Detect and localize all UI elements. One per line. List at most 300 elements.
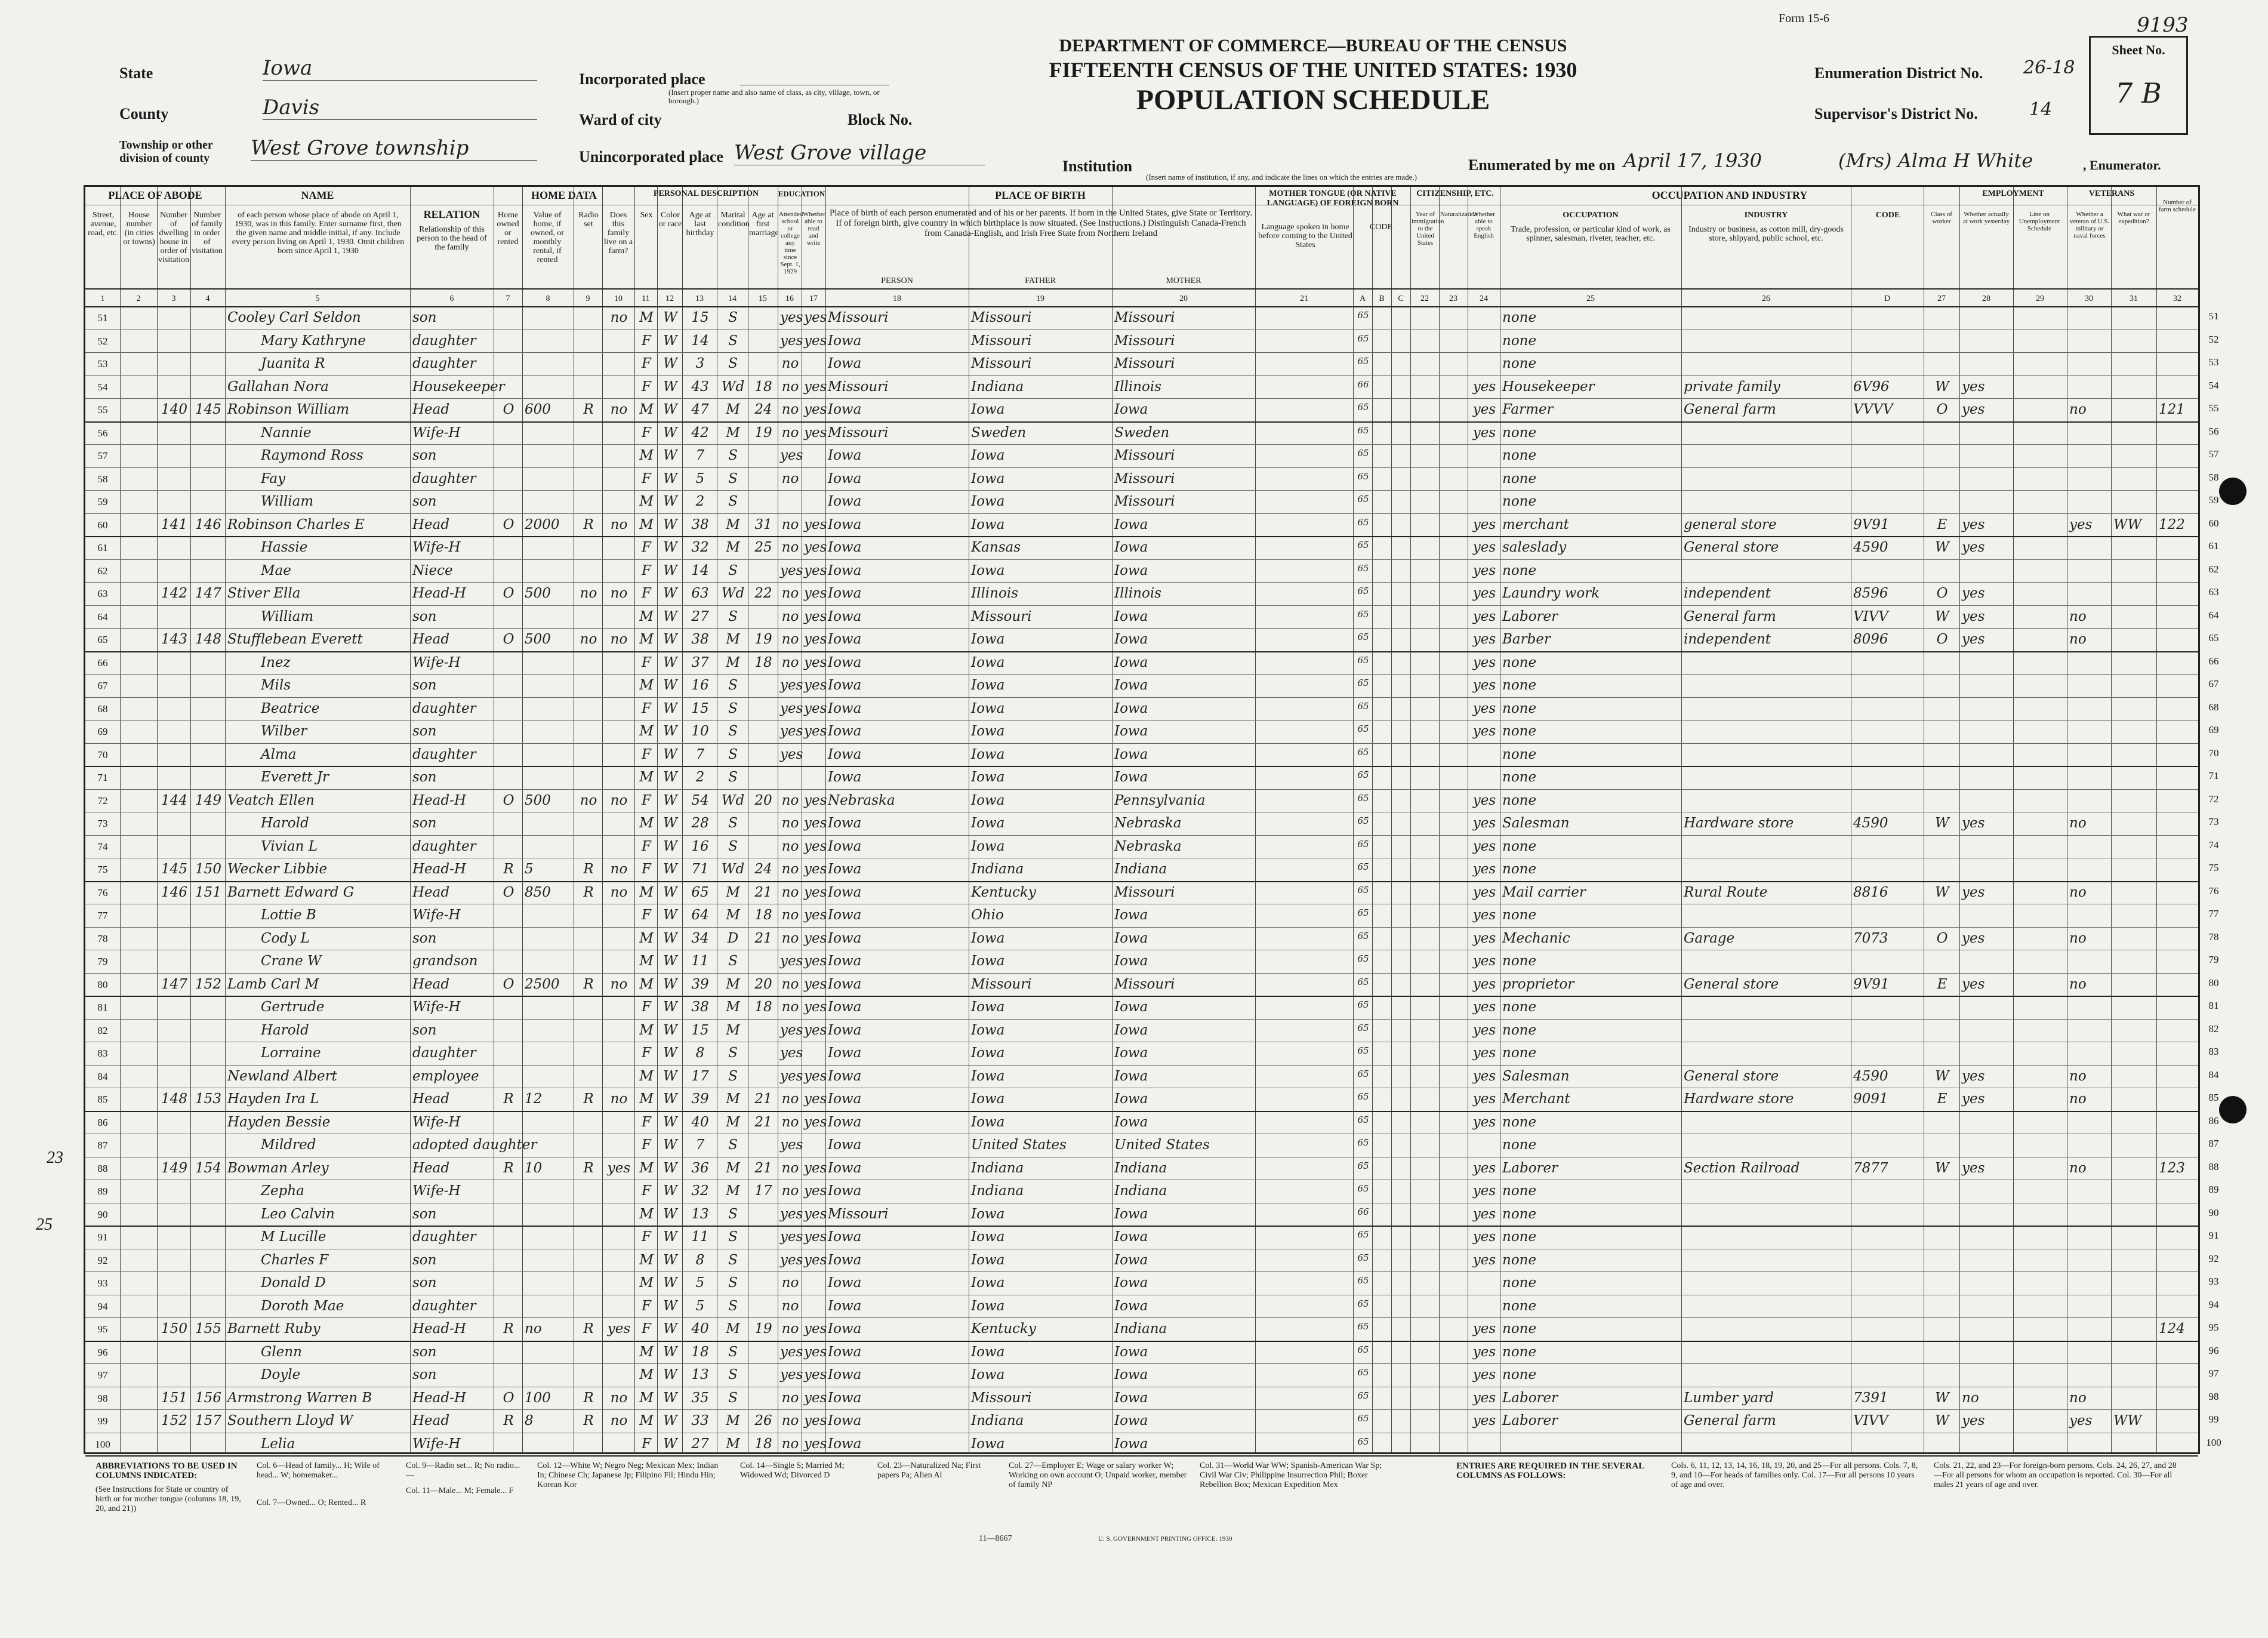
cell-vet: no xyxy=(2069,976,2087,992)
cell-mar: Wd xyxy=(721,861,745,877)
cell-occ: Mechanic xyxy=(1502,930,1570,946)
cell-rel: Housekeeper xyxy=(412,378,505,395)
group-place-of-abode: PLACE OF ABODE xyxy=(108,189,202,201)
column-divider xyxy=(682,187,683,1452)
cell-age: 38 xyxy=(691,516,709,532)
cell-race: W xyxy=(663,1022,677,1038)
cell-fpob: Indiana xyxy=(971,861,1024,877)
cell-code: 65 xyxy=(1357,1413,1369,1424)
column-number: 30 xyxy=(2085,294,2093,303)
row-number-right: 76 xyxy=(2208,885,2219,897)
cell-sex: M xyxy=(639,976,654,992)
row-rule xyxy=(85,628,2198,629)
footer xyxy=(84,1457,2196,1600)
cell-wk: yes xyxy=(1962,884,1985,900)
cell-mpob: Iowa xyxy=(1114,632,1148,647)
cell-sex: F xyxy=(642,1436,651,1452)
cell-farm: no xyxy=(610,976,628,992)
row-rule xyxy=(85,1271,2198,1272)
cell-age: 38 xyxy=(691,632,709,647)
head-family: Number of family in order of visitation xyxy=(191,211,223,255)
group-personal: PERSONAL DESCRIPTION xyxy=(653,189,759,198)
cell-eng: yes xyxy=(1472,1114,1496,1130)
cell-age: 13 xyxy=(691,1367,709,1383)
cell-pob: Iowa xyxy=(828,356,862,371)
abbrev-col27: Col. 27—Employer E; Wage or salary worker W; Working on own account O; Unpaid worker, member of family NP xyxy=(1009,1461,1187,1489)
cell-afm: 21 xyxy=(754,884,772,900)
cell-age: 65 xyxy=(691,884,709,900)
column-number: 21 xyxy=(1300,294,1308,303)
cell-afm: 19 xyxy=(754,424,772,441)
row-number: 52 xyxy=(97,335,108,347)
cell-rel: son xyxy=(412,1275,437,1291)
cell-fpob: Missouri xyxy=(971,356,1032,371)
cell-wk: yes xyxy=(1962,632,1985,647)
row-number-right: 77 xyxy=(2208,908,2219,919)
cell-fpob: Iowa xyxy=(971,1252,1005,1268)
cell-pob: Iowa xyxy=(828,678,862,693)
cell-occ: none xyxy=(1502,700,1537,716)
cell-eng: yes xyxy=(1472,723,1496,739)
cell-race: W xyxy=(663,562,677,578)
incorporated-label: Incorporated place xyxy=(579,70,705,88)
head-dwelling: Number of dwelling house in order of visitation xyxy=(158,211,190,264)
head-mother: MOTHER xyxy=(1166,276,1201,285)
cell-wk: yes xyxy=(1962,516,1985,532)
cell-pob: Iowa xyxy=(828,723,862,739)
row-number: 80 xyxy=(97,978,108,990)
cell-pob: Iowa xyxy=(828,540,862,555)
incorporated-note: (Insert proper name and also name of class, as city, village, town, or borough.) xyxy=(668,88,880,105)
row-number-right: 54 xyxy=(2208,379,2219,391)
cell-name: Leo Calvin xyxy=(261,1206,335,1222)
cell-afm: 18 xyxy=(754,654,772,670)
cell-rd: yes xyxy=(804,1206,827,1222)
enumerator-name: (Mrs) Alma H White xyxy=(1838,149,2033,172)
row-number-right: 67 xyxy=(2208,678,2219,689)
cell-mar: S xyxy=(728,769,738,785)
cell-rd: yes xyxy=(804,1344,827,1360)
entries-b: Cols. 21, 22, and 23—For foreign-born persons. Cols. 24, 26, 27, and 28—For all persons for whom an occupation is reported. Col. 30—For all males 21 years of age and over. xyxy=(1934,1461,2177,1489)
cell-rel: son xyxy=(412,448,437,463)
cell-radio: R xyxy=(583,976,594,992)
cell-pob: Missouri xyxy=(828,310,889,325)
cell-fpob: Iowa xyxy=(971,654,1005,670)
row-number-right: 78 xyxy=(2208,931,2219,943)
cell-afm: 18 xyxy=(754,907,772,923)
head-marital: Marital condition xyxy=(718,211,750,229)
cell-name: Fay xyxy=(261,470,286,487)
column-number: 2 xyxy=(136,294,141,303)
cell-occ: none xyxy=(1502,494,1537,509)
cell-code: 65 xyxy=(1357,310,1369,321)
head-owned: Home owned or rented xyxy=(497,211,519,247)
row-number-right: 86 xyxy=(2208,1114,2219,1126)
cell-ind: Hardware store xyxy=(1684,815,1794,831)
enumerator-label: , Enumerator. xyxy=(2083,158,2161,173)
row-number-right: 73 xyxy=(2208,816,2219,827)
cell-mpob: Missouri xyxy=(1114,494,1175,509)
cell-pob: Iowa xyxy=(828,884,862,900)
row-number-right: 55 xyxy=(2208,402,2219,414)
form-number: Form 15-6 xyxy=(1779,12,1829,25)
cell-code: 65 xyxy=(1357,1160,1369,1171)
cell-race: W xyxy=(663,930,677,946)
cell-occ: none xyxy=(1502,792,1537,808)
cell-race: W xyxy=(663,678,677,693)
cell-rd: yes xyxy=(804,1321,827,1337)
cell-code: 65 xyxy=(1357,402,1369,412)
cell-name: Harold xyxy=(261,815,309,831)
cell-afm: 20 xyxy=(754,792,772,808)
head-name: of each person whose place of abode on April 1, 1930, was in this family. Enter surname first, then the given name and middle initial, if any. Include every person living on April 1, 1930. Omit children born since April 1, 1930 xyxy=(232,211,405,255)
cell-code: 65 xyxy=(1357,907,1369,918)
cell-fpob: Iowa xyxy=(971,1229,1005,1245)
cell-wk: yes xyxy=(1962,1413,1985,1428)
row-number-right: 52 xyxy=(2208,333,2219,345)
cell-eng: yes xyxy=(1472,586,1496,601)
cell-mpob: Iowa xyxy=(1114,1068,1148,1084)
cell-eng: yes xyxy=(1472,654,1496,670)
cell-code: 65 xyxy=(1357,1252,1369,1263)
cell-sch: yes xyxy=(780,310,803,325)
column-divider xyxy=(1112,187,1113,1452)
row-rule xyxy=(85,1019,2198,1020)
row-number: 61 xyxy=(97,542,108,553)
cell-fpob: Indiana xyxy=(971,1183,1024,1199)
cell-eng: yes xyxy=(1472,1229,1496,1245)
cell-sex: M xyxy=(639,1068,654,1084)
column-number: 28 xyxy=(1982,294,1990,303)
column-divider xyxy=(634,187,635,1452)
cell-fam: 145 xyxy=(195,402,221,417)
cell-sch: yes xyxy=(780,678,803,693)
cell-occ: none xyxy=(1502,470,1537,487)
cell-mar: M xyxy=(726,976,740,992)
cell-pob: Iowa xyxy=(828,1022,862,1038)
cell-fam: 154 xyxy=(195,1160,221,1176)
cell-eng: yes xyxy=(1472,540,1496,555)
cell-age: 28 xyxy=(691,815,709,831)
cell-val: 100 xyxy=(525,1390,551,1406)
row-number: 86 xyxy=(97,1116,108,1128)
cell-war: WW xyxy=(2113,516,2142,532)
cell-sex: F xyxy=(642,1183,651,1199)
cell-sch: no xyxy=(781,999,799,1015)
cell-war: WW xyxy=(2113,1413,2142,1428)
cell-age: 63 xyxy=(691,586,709,601)
cell-afm: 31 xyxy=(754,516,772,532)
column-divider xyxy=(1391,187,1392,1452)
abbrev-col23: Col. 23—Naturalized Na; First papers Pa; Alien Al xyxy=(877,1461,981,1480)
cell-ocode: 8816 xyxy=(1853,884,1888,900)
cell-mar: S xyxy=(728,1344,738,1360)
row-number: 93 xyxy=(97,1277,108,1289)
cell-mar: M xyxy=(726,540,740,555)
column-number: 7 xyxy=(506,294,510,303)
county-label: County xyxy=(119,105,169,122)
cell-own: O xyxy=(503,1390,514,1406)
cell-age: 32 xyxy=(691,540,709,555)
cell-mpob: Iowa xyxy=(1114,1390,1148,1406)
cell-sch: yes xyxy=(780,1137,803,1153)
cell-farm: no xyxy=(610,861,628,877)
cell-code: 65 xyxy=(1357,562,1369,574)
cell-fpob: Iowa xyxy=(971,1045,1005,1061)
cell-vet: yes xyxy=(2069,516,2093,532)
cell-afm: 21 xyxy=(754,930,772,946)
cell-sch: yes xyxy=(780,1252,803,1268)
cell-rd: yes xyxy=(804,540,827,555)
cell-cls: E xyxy=(1937,1091,1947,1107)
cell-afm: 26 xyxy=(754,1413,772,1428)
row-number: 55 xyxy=(97,404,108,415)
cell-fpob: Iowa xyxy=(971,402,1005,417)
block-label: Block No. xyxy=(848,111,913,128)
cell-val: 500 xyxy=(525,632,551,647)
cell-ocode: 9V91 xyxy=(1853,976,1890,992)
cell-rd: yes xyxy=(804,1068,827,1084)
cell-cls: W xyxy=(1935,378,1949,395)
cell-sex: F xyxy=(642,540,651,555)
cell-rel: son xyxy=(412,930,437,946)
cell-rel: Head-H xyxy=(412,1390,466,1406)
cell-fam: 148 xyxy=(195,632,221,647)
cell-ind: Garage xyxy=(1684,930,1735,946)
row-number-right: 63 xyxy=(2208,586,2219,598)
cell-rd: yes xyxy=(804,678,827,693)
cell-sex: F xyxy=(642,700,651,716)
group-citizenship: CITIZENSHIP, ETC. xyxy=(1416,189,1494,198)
cell-occ: proprietor xyxy=(1502,976,1574,992)
abbrev-col9: Col. 9—Radio set... R; No radio... — xyxy=(406,1461,520,1480)
row-rule xyxy=(85,398,2198,399)
margin-mark-25: 25 xyxy=(36,1215,53,1234)
cell-sex: M xyxy=(639,815,654,831)
abbrev-title: ABBREVIATIONS TO BE USED IN COLUMNS INDICATED: xyxy=(95,1461,238,1480)
cell-dw: 148 xyxy=(161,1091,187,1107)
cell-occ: none xyxy=(1502,678,1537,693)
row-number: 99 xyxy=(97,1415,108,1427)
row-number-right: 62 xyxy=(2208,563,2219,575)
cell-code: 65 xyxy=(1357,723,1369,734)
row-number: 90 xyxy=(97,1208,108,1220)
cell-race: W xyxy=(663,700,677,716)
cell-eng: yes xyxy=(1472,861,1496,877)
cell-fam: 157 xyxy=(195,1413,221,1428)
column-number: C xyxy=(1398,294,1404,303)
cell-race: W xyxy=(663,1229,677,1245)
cell-race: W xyxy=(663,1390,677,1406)
row-number: 63 xyxy=(97,588,108,599)
cell-name: Southern Lloyd W xyxy=(227,1413,353,1428)
cell-pob: Missouri xyxy=(828,378,889,395)
institution-note: (Insert name of institution, if any, and indicate the lines on which the entries are made.) xyxy=(1146,173,1417,181)
column-divider xyxy=(157,187,158,1452)
cell-age: 40 xyxy=(691,1114,709,1130)
cell-pob: Iowa xyxy=(828,494,862,509)
cell-occ: none xyxy=(1502,1229,1537,1245)
cell-farm: no xyxy=(610,516,628,532)
row-number-right: 100 xyxy=(2206,1436,2221,1448)
column-number: 26 xyxy=(1762,294,1770,303)
column-number: 16 xyxy=(785,294,794,303)
cell-sch: no xyxy=(781,1413,799,1428)
cell-fpob: Iowa xyxy=(971,1091,1005,1107)
cell-mar: S xyxy=(728,746,738,762)
row-number-right: 95 xyxy=(2208,1322,2219,1333)
cell-mpob: Iowa xyxy=(1114,1252,1148,1268)
cell-eng: yes xyxy=(1472,1068,1496,1084)
cell-vet: no xyxy=(2069,884,2087,900)
cell-sex: M xyxy=(639,1160,654,1176)
cell-eng: yes xyxy=(1472,930,1496,946)
cell-age: 11 xyxy=(691,1229,709,1245)
cell-val: 500 xyxy=(525,792,551,808)
cell-sex: M xyxy=(639,1252,654,1268)
cell-ocode: 4590 xyxy=(1853,815,1888,831)
cell-age: 5 xyxy=(695,1275,705,1291)
sheet-label: Sheet No. xyxy=(2112,42,2165,57)
cell-pob: Iowa xyxy=(828,1114,862,1130)
cell-mpob: Missouri xyxy=(1114,448,1175,463)
cell-occ: none xyxy=(1502,1275,1537,1291)
cell-sex: F xyxy=(642,1321,651,1337)
cell-mar: M xyxy=(726,999,740,1015)
cell-code: 65 xyxy=(1357,424,1369,436)
cell-name: Robinson Charles E xyxy=(227,516,365,532)
cell-code: 65 xyxy=(1357,976,1369,987)
cell-race: W xyxy=(663,470,677,487)
column-divider xyxy=(1439,187,1440,1452)
head-class: Class of worker xyxy=(1931,211,1952,225)
cell-sch: no xyxy=(781,884,799,900)
cell-dw: 146 xyxy=(161,884,187,900)
cell-wk: yes xyxy=(1962,402,1985,417)
cell-mar: S xyxy=(728,815,738,831)
cell-cls: W xyxy=(1935,608,1949,624)
cell-afm: 20 xyxy=(754,976,772,992)
head-school: Attended school or college any time since Sept. 1, 1929 xyxy=(779,211,803,275)
cell-fam: 152 xyxy=(195,976,221,992)
column-number: 4 xyxy=(205,294,210,303)
cell-race: W xyxy=(663,1183,677,1199)
cell-age: 33 xyxy=(691,1413,709,1428)
column-divider xyxy=(1255,187,1256,1452)
cell-occ: none xyxy=(1502,1321,1537,1337)
cell-rel: Head xyxy=(412,1091,450,1107)
row-number: 81 xyxy=(97,1002,108,1013)
cell-race: W xyxy=(663,608,677,624)
group-education: EDUCATION xyxy=(778,189,825,198)
row-number-right: 81 xyxy=(2208,1000,2219,1011)
cell-name: Alma xyxy=(261,746,297,762)
column-number: 19 xyxy=(1036,294,1044,303)
cell-code: 65 xyxy=(1357,540,1369,550)
row-rule xyxy=(85,1341,2198,1342)
cell-code: 65 xyxy=(1357,356,1369,367)
cell-race: W xyxy=(663,1114,677,1130)
cell-mpob: Iowa xyxy=(1114,1436,1148,1452)
cell-mar: M xyxy=(726,402,740,417)
cell-occ: none xyxy=(1502,654,1537,670)
cell-pob: Iowa xyxy=(828,700,862,716)
cell-eng: yes xyxy=(1472,1413,1496,1428)
row-number-right: 68 xyxy=(2208,701,2219,713)
cell-rel: son xyxy=(412,815,437,831)
cell-sch: yes xyxy=(780,746,803,762)
cell-cls: W xyxy=(1935,1390,1949,1406)
cell-fpob: Iowa xyxy=(971,1367,1005,1383)
cell-fs: 122 xyxy=(2159,516,2185,532)
cell-sex: F xyxy=(642,332,651,349)
row-number-right: 88 xyxy=(2208,1160,2219,1172)
unincorporated-label: Unincorporated place xyxy=(579,148,723,165)
cell-rd: yes xyxy=(804,815,827,831)
cell-rel: son xyxy=(412,769,437,785)
cell-mar: D xyxy=(727,930,739,946)
cell-name: Lottie B xyxy=(261,907,316,923)
cell-rd: yes xyxy=(804,1160,827,1176)
column-number: 32 xyxy=(2173,294,2181,303)
cell-fpob: Iowa xyxy=(971,723,1005,739)
cell-sex: F xyxy=(642,838,651,854)
cell-name: Armstrong Warren B xyxy=(227,1390,372,1406)
row-number-right: 96 xyxy=(2208,1344,2219,1356)
cell-name: Hassie xyxy=(261,540,308,555)
cell-name: Hayden Bessie xyxy=(227,1114,331,1130)
cell-ocode: 7391 xyxy=(1853,1390,1888,1406)
cell-vet: no xyxy=(2069,930,2087,946)
row-rule xyxy=(85,927,2198,928)
column-number: 17 xyxy=(809,294,818,303)
cell-val: no xyxy=(525,1321,542,1337)
cell-wk: yes xyxy=(1962,930,1985,946)
cell-cls: W xyxy=(1935,1413,1949,1428)
head-radio: Radio set xyxy=(578,211,599,229)
cell-mpob: Illinois xyxy=(1114,378,1161,395)
cell-code: 65 xyxy=(1357,632,1369,642)
cell-sex: M xyxy=(639,608,654,624)
cell-own: O xyxy=(503,792,514,808)
cell-age: 14 xyxy=(691,562,709,578)
cell-race: W xyxy=(663,723,677,739)
cell-race: W xyxy=(663,332,677,349)
cell-eng: yes xyxy=(1472,792,1496,808)
head-father: FATHER xyxy=(1025,276,1056,285)
row-number: 67 xyxy=(97,680,108,691)
cell-name: Wecker Libbie xyxy=(227,861,328,877)
cell-mpob: Iowa xyxy=(1114,1367,1148,1383)
cell-ocode: VIVV xyxy=(1853,608,1888,624)
cell-sch: yes xyxy=(780,723,803,739)
cell-name: Stiver Ella xyxy=(227,586,301,601)
cell-eng: yes xyxy=(1472,700,1496,716)
cell-rel: son xyxy=(412,723,437,739)
cell-mpob: Iowa xyxy=(1114,953,1148,969)
column-divider xyxy=(410,187,411,1452)
row-number-right: 71 xyxy=(2208,770,2219,781)
cell-fpob: Sweden xyxy=(971,424,1027,441)
cell-ind: General store xyxy=(1684,976,1779,992)
column-divider xyxy=(225,187,226,1452)
cell-sex: F xyxy=(642,1045,651,1061)
column-divider xyxy=(2013,187,2014,1452)
cell-sex: M xyxy=(639,310,654,325)
cell-pob: Iowa xyxy=(828,746,862,762)
cell-ocode: 9V91 xyxy=(1853,516,1890,532)
cell-fam: 151 xyxy=(195,884,221,900)
